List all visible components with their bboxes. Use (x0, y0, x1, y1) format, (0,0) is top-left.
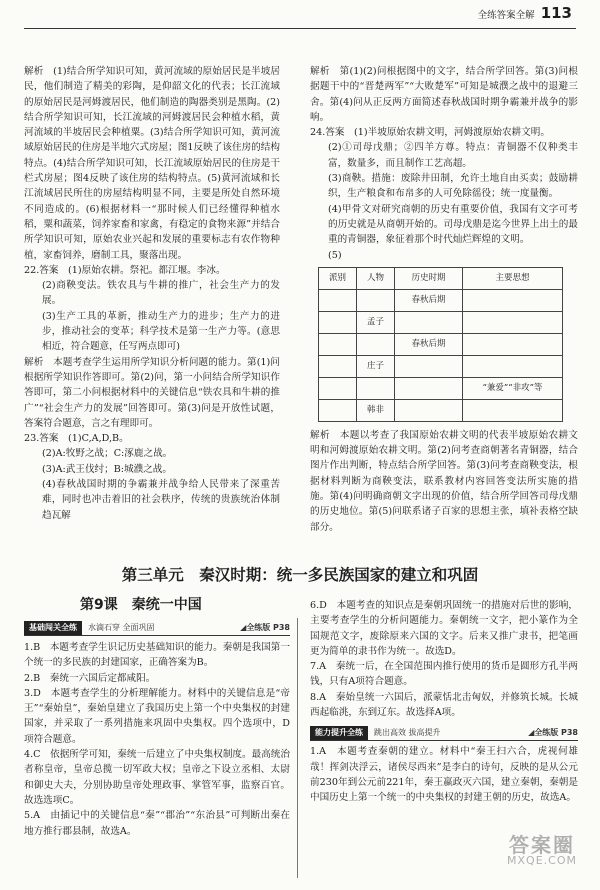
table-cell: 春秋后期 (395, 289, 463, 311)
column-divider (297, 618, 298, 878)
lower-left-column (24, 640, 290, 839)
advanced-section-bar (310, 725, 578, 741)
answer-24-3: (3)商鞅。措施：废除井田制，允许土地自由买卖；鼓励耕织，生产粮食和布帛多的人可免除徭役；统一度量衡。 (328, 173, 578, 200)
advanced-section-ref: ◢全练版 P38 (528, 728, 578, 738)
analysis-23: 解析 第(1)(2)问根据图中的文字，结合所学回答。第(3)问根据题干中的“晋楚两军”“大败楚军”可知是城濮之战中的退避三舍。第(4)问从正反两方面简述春秋战国时期争霸兼并战争的影响。 (310, 66, 578, 123)
lower-right-column (310, 598, 578, 806)
answer-9-2: 2.B 秦统一六国后定都咸阳。 (24, 672, 156, 684)
answer-22-1: 22.答案 (1)原始农耕。祭祀。都江堰。李冰。 (24, 264, 226, 276)
table-header-row (319, 267, 563, 289)
answer-9-7: 7.A 秦统一后，在全国范围内推行使用的货币是圆形方孔半两钱，只有A项符合题意。 (310, 661, 578, 688)
table-cell (395, 377, 463, 399)
answer-22-2: (2)商鞅变法。铁农具与牛耕的推广，社会生产力的发展。 (42, 280, 280, 307)
watermark-url: MXQE.COM (507, 854, 577, 867)
table-cell (395, 355, 463, 377)
table-cell (319, 377, 357, 399)
table-cell (463, 333, 563, 355)
table-header-cell: 人物 (357, 267, 395, 289)
table-header-cell: 派别 (319, 267, 357, 289)
watermark-logo (498, 830, 586, 876)
table-row (319, 355, 563, 377)
table-cell (395, 311, 463, 333)
table-cell (319, 399, 357, 421)
table-cell (463, 289, 563, 311)
table-row (319, 377, 563, 399)
table-cell (463, 399, 563, 421)
table-row (319, 311, 563, 333)
answer-9-1: 1.B 本题考查学生识记历史基础知识的能力。秦朝是我国第一个统一的多民族的封建国家，正确答案为B。 (24, 642, 290, 669)
table-cell (319, 289, 357, 311)
table-row (319, 333, 563, 355)
answer-24-4: (4)甲骨文对研究商朝的历史有重要价值，我国有文字可考的历史就是从商朝开始的。司母戊鼎是迄今世界上出土的最重的青铜器，象征着那个时代灿烂辉煌的文明。 (328, 203, 578, 246)
analysis-22: 解析 本题考查学生运用所学知识分析问题的能力。第(1)问根据所学知识作答即可。第(2)问，第一小问结合所学知识作答即可，第二小问根据材料中的关键信息“铁农具和牛耕的推广”“社会生产力的发展”回答即可。第(3)问是开放性试题，答案符合题意，言之有理即可。 (24, 356, 280, 429)
answer-23-3: (3)A:武王伐纣；B:城濮之战。 (42, 463, 172, 475)
answer-24-1: 24.答案 (1)半坡原始农耕文明，河姆渡原始农耕文明。 (310, 127, 550, 139)
answer-9-6: 6.D 本题考查的知识点是秦朝巩固统一的措施对后世的影响，主要考查学生的分析问题能力。秦朝统一文字，把小篆作为全国规范文字，废除原来六国的文字。后来又推广隶书，把笔画更为简单的隶书作为统一。故选D。 (310, 600, 578, 657)
answer-24-5: (5) (328, 249, 342, 261)
page-number: 113 (540, 4, 572, 22)
basic-section-bar (24, 620, 290, 636)
section-title: 全练答案全解 (477, 10, 535, 21)
answer-24-2: (2)①司母戊鼎；②四羊方尊。特点：青铜器不仅种类丰富，数量多，而且制作工艺高超。 (328, 142, 578, 169)
watermark-text: 答案圈 (509, 832, 575, 857)
table-cell: 庄子 (357, 355, 395, 377)
table-cell: 春秋后期 (395, 333, 463, 355)
table-cell (463, 355, 563, 377)
analysis-21: 解析 (1)结合所学知识可知，黄河流域的原始居民是半坡居民，他们制造了精美的彩陶，是仰韶文化的代表；长江流域的原始居民是河姆渡居民，他们制造的陶器类别是黑陶。(2)结合所学知识可知，长江流域的河姆渡居民会种植水稻，黄河流域的半坡居民会种植粟。(3)结合所学知识可知，黄河流域原始居民的住房是半地穴式房屋；图1反映了该住房的结构特点。(4)结合所学知识可知，长江流域原始居民的住房是干栏式房屋；图4反映了该住房的结构特点。(5)黄河流域和长江流域居民所住的房屋结构明显不同，主要是所处自然环境不同造成的。(6)根据材料一“那时候人们已经懂得种植水稻，粟和蔬菜，饲养家畜和家禽，有稳定的食物来源”并结合所学知识可知，原始农业兴起和发展的重要标志有农作物种植，家畜饲养，磨制工具，聚落出现。 (24, 66, 280, 261)
table-cell (357, 333, 395, 355)
basic-section-tag: 基础闯关全练 (24, 621, 82, 635)
upper-left-column (24, 64, 280, 523)
table-cell (319, 355, 357, 377)
table-cell: 孟子 (357, 311, 395, 333)
lesson-title: 第9课 秦统一中国 (80, 597, 202, 613)
table-header-cell: 历史时期 (395, 267, 463, 289)
table-cell (395, 399, 463, 421)
answer-23-4: (4)春秋战国时期的争霸兼并战争给人民带来了深重苦难，同时也冲击着旧的社会秩序，传统的贵族统治体制趋瓦解 (42, 479, 280, 521)
answer-9-3: 3.D 本题考查学生的分析理解能力。材料中的关键信息是“帝王”“秦始皇”，秦始皇建立了我国历史上第一个中央集权的封建国家，并采取了一系列措施来巩固中央集权。四个选项中，D项符合题意。 (24, 687, 290, 745)
unit-title: 第三单元 秦汉时期：统一多民族国家的建立和巩固 (121, 566, 479, 584)
answer-23-1: 23.答案 (1)C,A,D,B。 (24, 433, 129, 445)
table-cell (357, 289, 395, 311)
schools-table (318, 267, 563, 422)
table-header-cell: 主要思想 (463, 267, 563, 289)
upper-right-column (310, 64, 578, 535)
answer-adv-1: 1.A 本题考查秦朝的建立。材料中“秦王扫六合，虎视何雄哉！挥剑决浮云，诸侯尽西来”是李白的诗句，反映的是从公元前230年到公元前221年，秦王嬴政灭六国，建立秦朝，秦朝是中国历史上第一个统一的中央集权的封建王朝的历史，故选A。 (310, 746, 578, 804)
advanced-section-slogan: 跳出高效 拔高提升 (374, 728, 441, 738)
basic-section-slogan: 水滴石穿 全面巩固 (88, 622, 155, 632)
basic-section-ref: ◢全练版 P38 (240, 622, 290, 632)
table-cell: 韩非 (357, 399, 395, 421)
table-cell (463, 311, 563, 333)
table-cell (319, 333, 357, 355)
table-row (319, 399, 563, 421)
table-cell (319, 311, 357, 333)
table-row (319, 289, 563, 311)
page-header (478, 6, 572, 23)
answer-22-3: (3)生产工具的革新，推动生产力的进步；生产力的进步，推动社会的变革；科学技术是第一生产力等。(意思相近，符合题意，任写两点即可) (42, 310, 280, 353)
answer-9-5: 5.A 由插记中的关键信息“秦”“郡治”“东治县”可判断出秦在地方推行郡县制，故选A。 (24, 810, 290, 837)
analysis-24: 解析 本题以考查了我国原始农耕文明的代表半坡原始农耕文明和河姆渡原始农耕文明。第(2)问考查商朝著名青铜器，结合图片作出判断，特点结合所学回答。第(3)问考查商鞅变法，根据材料判断为商鞅变法，联系教材内容回答变法所实施的措施。第(4)问明确商朝文字出现的价值，结合所学回答司母戊鼎的历史地位。第(5)问联系诸子百家的思想主张，填补表格空缺部分。 (310, 429, 578, 533)
header-rule (24, 28, 576, 29)
table-cell (357, 377, 395, 399)
table-cell: “兼爱”“非攻”等 (463, 377, 563, 399)
answer-9-8: 8.A 秦始皇统一六国后，派蒙恬北击匈奴，并修筑长城。长城西起临洮，东到辽东。故选择A项。 (310, 691, 578, 719)
answer-23-2: (2)A:牧野之战；C:涿鹿之战。 (42, 448, 173, 460)
advanced-section-tag: 能力提升全练 (310, 726, 368, 740)
answer-9-4: 4.C 依据所学可知，秦统一后建立了中央集权制度。最高统治者称皇帝，皇帝总揽一切军政大权；皇帝之下设立丞相、太尉和御史大夫，分别协助皇帝处理政事、掌管军事，监察百官。故选选项C。 (24, 749, 290, 806)
